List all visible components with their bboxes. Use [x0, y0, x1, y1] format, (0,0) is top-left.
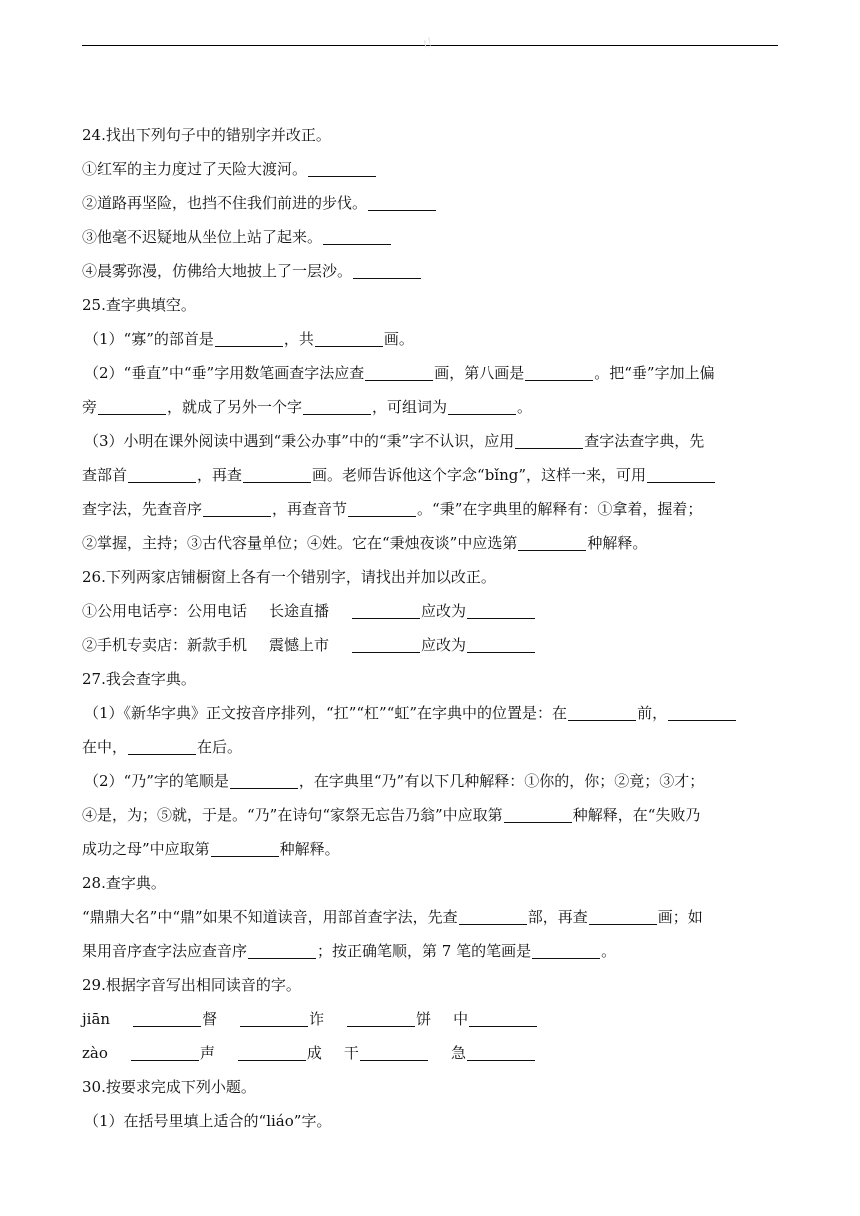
answer-blank[interactable] [467, 634, 535, 653]
answer-blank[interactable] [203, 498, 271, 517]
answer-blank[interactable] [525, 362, 593, 381]
answer-blank[interactable] [347, 1008, 415, 1027]
q26-title: 26.下列两家店铺橱窗上各有一个错别字，请找出并加以改正。 [82, 568, 496, 586]
worksheet-body [82, 118, 782, 1138]
q30-part-1: （1）在括号里填上适合的“liáo”字。 [84, 1112, 332, 1130]
q27-title: 27.我会查字典。 [82, 670, 196, 688]
answer-blank[interactable] [467, 1042, 535, 1061]
answer-blank[interactable] [323, 226, 391, 245]
answer-blank[interactable] [515, 430, 583, 449]
q27-part-1-line-2: 在中， 在后。 [82, 738, 243, 756]
q26-row-1: ①公用电话亭：公用电话 长途直播 应改为 [82, 594, 782, 628]
answer-blank[interactable] [243, 464, 311, 483]
answer-blank[interactable] [448, 396, 516, 415]
q25-part-3-line-4: ②掌握，主持；③古代容量单位；④姓。它在“秉烛夜谈”中应选第 种解释。 [82, 534, 648, 552]
answer-blank[interactable] [532, 940, 600, 959]
q29-row-1: jiān 督 诈 饼 中 [82, 1002, 782, 1036]
answer-blank[interactable] [352, 634, 420, 653]
answer-blank[interactable] [230, 770, 298, 789]
q29-title: 29.根据字音写出相同读音的字。 [82, 976, 301, 994]
q27-part-2-line-1: （2）“乃”字的笔顺是 ，在字典里“乃”有以下几种解释：①你的，你；②竟；③才； [84, 772, 705, 790]
q24-item-2: ②道路再坚险，也挡不住我们前进的步伐。 [82, 186, 782, 220]
answer-blank[interactable] [348, 498, 416, 517]
answer-blank[interactable] [128, 736, 196, 755]
answer-blank[interactable] [568, 702, 636, 721]
q27-part-1-line-1: （1）《新华字典》正文按音序排列，“扛”“杠”“虹”在字典中的位置是：在 前， [82, 696, 782, 730]
answer-blank[interactable] [238, 1042, 306, 1061]
answer-blank[interactable] [308, 158, 376, 177]
answer-blank[interactable] [315, 328, 383, 347]
q24-item-4: ④晨雾弥漫，仿佛给大地披上了一层沙。 [82, 254, 782, 288]
answer-blank[interactable] [98, 396, 166, 415]
answer-blank[interactable] [240, 1008, 308, 1027]
q25-part-3-line-1: （3）小明在课外阅读中遇到“秉公办事”中的“秉”字不认识，应用 查字法查字典，先 [84, 432, 705, 450]
answer-blank[interactable] [368, 192, 436, 211]
q27-part-2-line-3: 成功之母”中应取第 种解释。 [82, 840, 340, 858]
answer-blank[interactable] [215, 328, 283, 347]
q27-part-2-line-2: ④是，为；⑤就，于是。“乃”在诗句“家祭无忘告乃翁”中应取第 种解释，在“失败乃 [82, 806, 701, 824]
watermark-mark: 〃 [415, 30, 442, 58]
answer-blank[interactable] [360, 1042, 428, 1061]
answer-blank[interactable] [352, 600, 420, 619]
q25-part-2-line-2: 旁 ，就成了另外一个字 ，可组词为 。 [82, 398, 533, 416]
answer-blank[interactable] [303, 396, 371, 415]
q24-title: 24.找出下列句子中的错别字并改正。 [82, 126, 331, 144]
answer-blank[interactable] [589, 906, 657, 925]
q25-title: 25.查字典填空。 [82, 296, 196, 314]
q29-row-2: zào 声 成 干 急 [82, 1036, 782, 1070]
answer-blank[interactable] [647, 464, 715, 483]
answer-blank[interactable] [467, 600, 535, 619]
q25-part-3-line-2: 查部首 ，再查 画。老师告诉他这个字念“bǐng”，这样一来，可用 [82, 458, 782, 492]
answer-blank[interactable] [668, 702, 736, 721]
answer-blank[interactable] [518, 532, 586, 551]
answer-blank[interactable] [469, 1008, 537, 1027]
q25-part-3-line-3: 查字法，先查音序 ，再查音节 。“秉”在字典里的解释有：①拿着，握着； [82, 500, 703, 518]
answer-blank[interactable] [131, 1042, 199, 1061]
q24-item-1: ①红军的主力度过了天险大渡河。 [82, 152, 782, 186]
q25-part-1: （1）“寡”的部首是 ，共 画。 [84, 330, 414, 348]
q30-title: 30.按要求完成下列小题。 [82, 1078, 256, 1096]
q28-title: 28.查字典。 [82, 874, 166, 892]
answer-blank[interactable] [459, 906, 527, 925]
q26-row-2: ②手机专卖店：新款手机 震憾上市 应改为 [82, 628, 782, 662]
answer-blank[interactable] [504, 804, 572, 823]
answer-blank[interactable] [128, 464, 196, 483]
answer-blank[interactable] [365, 362, 433, 381]
q28-line-1: “鼎鼎大名”中“鼎”如果不知道读音，用部首查字法，先查 部，再查 画；如 [82, 908, 703, 926]
answer-blank[interactable] [211, 838, 279, 857]
answer-blank[interactable] [353, 260, 421, 279]
answer-blank[interactable] [133, 1008, 201, 1027]
q28-line-2: 果用音序查字法应查音序 ；按正确笔顺，第 7 笔的笔画是 。 [82, 942, 617, 960]
q25-part-2-line-1: （2）“垂直”中“垂”字用数笔画查字法应查 画，第八画是 。把“垂”字加上偏 [84, 364, 715, 382]
q24-item-3: ③他毫不迟疑地从坐位上站了起来。 [82, 220, 782, 254]
answer-blank[interactable] [248, 940, 316, 959]
